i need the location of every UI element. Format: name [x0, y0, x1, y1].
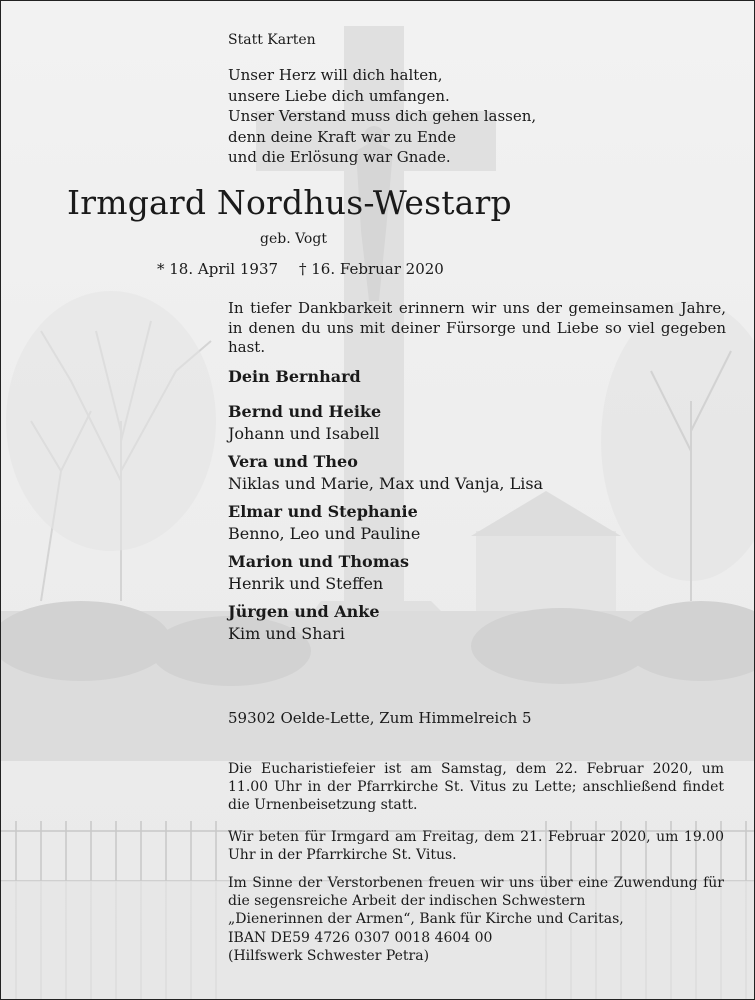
family-members: Henrik und Steffen [228, 574, 384, 593]
statt-karten-label: Statt Karten [228, 32, 316, 48]
family-heading: Dein Bernhard [228, 367, 361, 386]
donation-text: Im Sinne der Verstorbenen freuen wir uns über eine Zuwendung für die segensreiche Arbeit der indischen Schwestern [228, 875, 724, 910]
family-members: Benno, Leo und Pauline [228, 524, 421, 543]
poem-line: denn deine Kraft war zu Ende [228, 127, 456, 146]
donation-block [228, 874, 724, 965]
family-heading: Jürgen und Anke [228, 602, 380, 621]
donation-note: (Hilfswerk Schwester Petra) [228, 947, 430, 964]
maiden-name: geb. Vogt [260, 231, 327, 247]
death-date: † 16. Februar 2020 [299, 260, 444, 278]
family-members: Niklas und Marie, Max und Vanja, Lisa [228, 474, 544, 493]
poem-line: unsere Liebe dich umfangen. [228, 86, 450, 105]
poem-line: und die Erlösung war Gnade. [228, 148, 451, 166]
family-members: Kim und Shari [228, 624, 345, 643]
family-heading: Marion und Thomas [228, 552, 409, 571]
family-heading: Elmar und Stephanie [228, 502, 418, 521]
family-list [228, 366, 708, 651]
address: 59302 Oelde-Lette, Zum Himmelreich 5 [228, 709, 532, 727]
deceased-name: Irmgard Nordhus-Westarp [67, 183, 512, 222]
service-info: Die Eucharistiefeier ist am Samstag, dem 22. Februar 2020, um 11.00 Uhr in der Pfarrkirche St. Vitus zu Lette; anschließend findet die Urnenbeisetzung statt. [228, 761, 724, 814]
birth-date: * 18. April 1937 [157, 260, 279, 278]
family-members: Johann und Isabell [228, 424, 380, 443]
donation-iban: IBAN DE59 4726 0307 0018 4604 00 [228, 929, 493, 946]
poem [228, 65, 536, 168]
poem-line: Unser Herz will dich halten, [228, 66, 443, 84]
dedication-text: In tiefer Dankbarkeit erinnern wir uns der gemeinsamen Jahre, in denen du uns mit deiner Fürsorge und Liebe so viel gegeben hast. [228, 299, 726, 356]
poem-line: Unser Verstand muss dich gehen lassen, [228, 107, 537, 125]
prayer-info: Wir beten für Irmgard am Freitag, dem 21. Februar 2020, um 19.00 Uhr in der Pfarrkirche St. Vitus. [228, 829, 724, 864]
donation-recipient: „Dienerinnen der Armen“, Bank für Kirche und Caritas, [228, 911, 624, 928]
family-heading: Bernd und Heike [228, 402, 382, 421]
family-heading: Vera und Theo [228, 452, 358, 471]
